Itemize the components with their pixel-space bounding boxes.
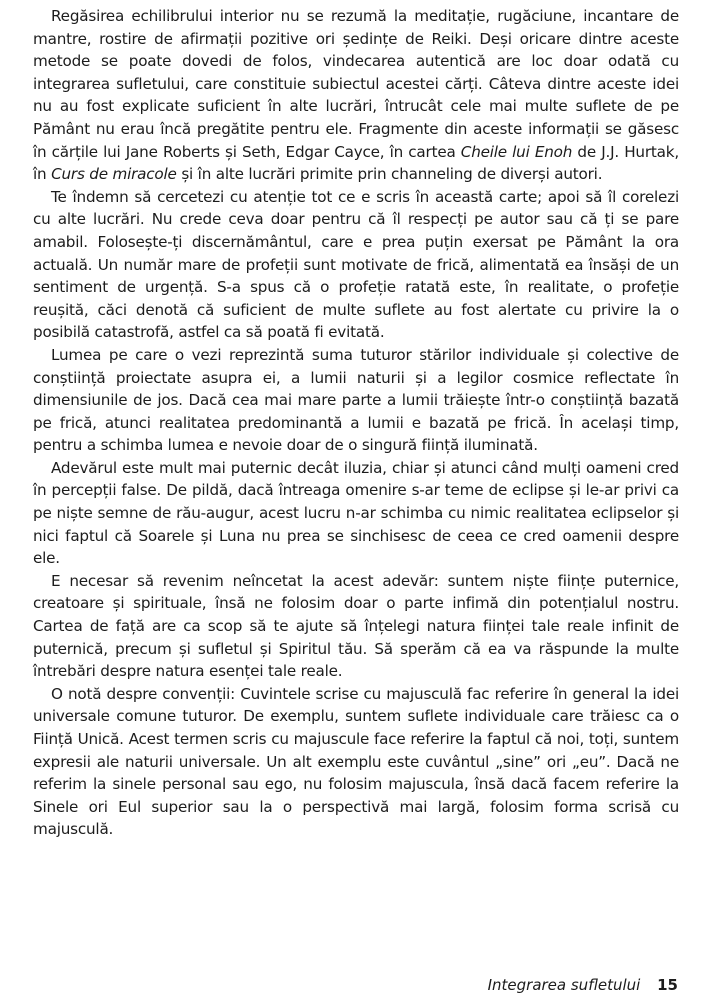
paragraph <box>33 683 679 841</box>
text-run: Regăsirea echilibrului interior nu se rezumă la meditație, rugăciune, incantare de mantre, rostire de afirmații pozitive ori ședințe de Reiki. Deși oricare dintre aceste metode se poate dovedi de folos, vindecarea autentică are loc doar odată cu integrarea sufletului, care constituie subiectul acestei cărți. Câteva dintre aceste idei nu au fost explicate suficient în alte lucrări, întrucât cele mai multe suflete de pe Pământ nu erau încă pregătite pentru ele. Fragmente din aceste informații se găsesc în cărțile lui Jane Roberts și Seth, Edgar Cayce, în cartea <box>33 7 679 161</box>
running-title: Integrarea sufletului <box>487 976 641 994</box>
page-footer <box>488 976 678 994</box>
paragraph <box>33 457 679 570</box>
text-run: și în alte lucrări primite prin channeling de diverși autori. <box>176 165 603 184</box>
text-run: Lumea pe care o vezi reprezintă suma tuturor stărilor individuale și colective de conștiință proiectate asupra ei, a lumii naturii și a legilor cosmice reflectate în dimensiunile de jos. Dacă cea mai mare parte a lumii trăiește într-o conștiință bazată pe frică, atunci realitatea predominantă a lumii e bazată pe frică. În același timp, pentru a schimba lumea e nevoie doar de o singură ființă iluminată. <box>33 345 679 455</box>
text-run: O notă despre convenții: Cuvintele scrise cu majusculă fac referire în general la idei universale comune tuturor. De exemplu, suntem suflete individuale care trăiesc ca o Ființă Unică. Acest termen scris cu majuscule face referire la faptul că noi, toți, suntem expresii ale naturii universale. Un alt exemplu este cuvântul „sine” ori „eu”. Dacă ne referim la sinele personal sau ego, nu folosim majuscula, însă dacă facem referire la Sinele ori Eul superior sau la o perspectivă mai largă, folosim forma scrisă cu majusculă. <box>33 684 679 839</box>
text-run: E necesar să revenim neîncetat la acest adevăr: suntem niște ființe puternice, creatoare și spirituale, însă ne folosim doar o parte infimă din potențialul nostru. Cartea de față are ca scop să te ajute să înțelegi natura ființei tale reale infinit de puternică, precum și sufletul și Spiritul tău. Să sperăm că ea va răspunde la multe întrebări despre natura esenței tale reale. <box>33 571 679 681</box>
paragraph <box>33 186 679 344</box>
italic-title: Cheile lui Enoh <box>460 142 573 161</box>
text-run: de J.J. Hurtak, în <box>33 142 679 184</box>
paragraph <box>33 5 679 186</box>
page-number: 15 <box>657 976 678 994</box>
paragraph <box>33 570 679 683</box>
paragraph <box>33 344 679 457</box>
italic-title: Curs de miracole <box>51 165 177 184</box>
text-run: Adevărul este mult mai puternic decât iluzia, chiar și atunci când mulți oameni cred în percepții false. De pildă, dacă întreaga omenire s-ar teme de eclipse și le-ar privi ca pe niște semne de rău-augur, acest lucru n-ar schimba cu nimic realitatea eclipselor și nici faptul că Soarele și Luna nu prea se sinchisesc de ceea ce cred oamenii despre ele. <box>33 458 679 568</box>
body-text <box>33 5 679 841</box>
text-run: Te îndemn să cercetezi cu atenție tot ce e scris în această carte; apoi să îl corelezi cu alte lucrări. Nu crede ceva doar pentru că îl respecți pe autor sau că ți se pare amabil. Folosește-ți discernământul, care e prea puțin exersat pe Pământ la ora actuală. Un număr mare de profeții sunt motivate de frică, alimentată ea însăși de un sentiment de urgență. S-a spus că o profeție ratată este, în realitate, o profeție reușită, căci denotă că suficient de multe suflete au fost alertate cu privire la o posibilă catastrofă, astfel ca să poată fi evitată. <box>33 187 679 342</box>
